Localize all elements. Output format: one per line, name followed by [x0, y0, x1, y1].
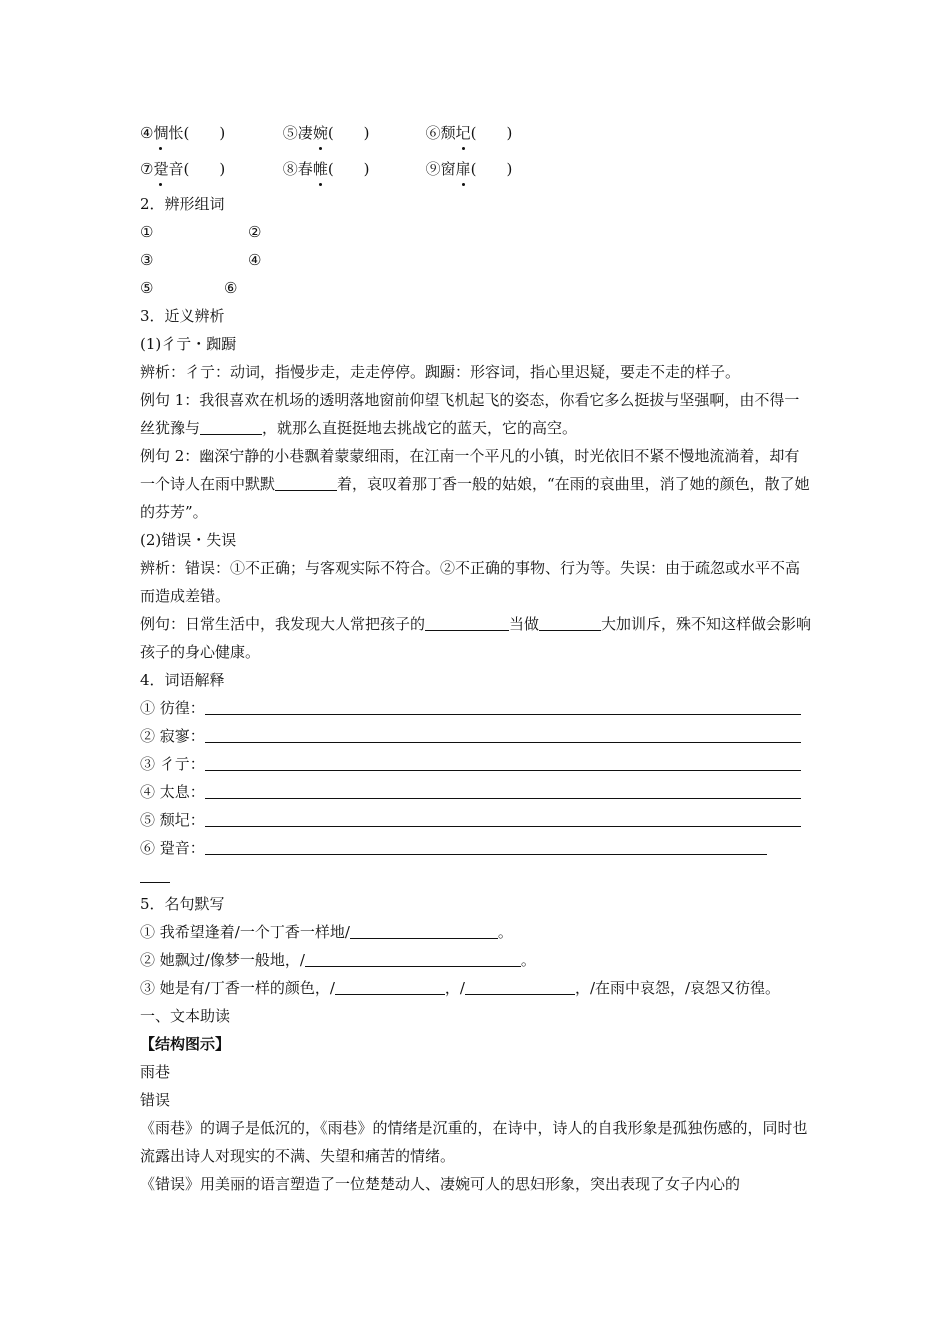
- subsection-1-analysis: 辨析：彳亍：动词，指慢步走，走走停停。踟蹰：形容词，指心里迟疑，要走不走的样子。: [140, 363, 741, 381]
- answer-blank[interactable]: [305, 950, 521, 967]
- pinyin-row-1: [140, 120, 812, 156]
- answer-blank[interactable]: [465, 978, 575, 995]
- subsection-2-title: (2)错误・失误: [140, 531, 237, 549]
- definition-row: ④ 太息：: [140, 778, 812, 806]
- answer-line[interactable]: [205, 698, 801, 715]
- line-continuation: [140, 862, 812, 890]
- answer-line[interactable]: [205, 810, 801, 827]
- section-3-title: 3．近义辨析: [140, 307, 225, 325]
- recitation-2: ② 她飘过/像梦一般地，/ 。: [140, 951, 536, 969]
- example-3: 例句：日常生活中，我发现大人常把孩子的 当做 大加训斥，殊不知这样做会影响孩子的身心健康。: [140, 615, 812, 661]
- answer-blank[interactable]: [335, 978, 445, 995]
- structure-heading: 【结构图示】: [140, 1035, 231, 1053]
- poem-title-1: 雨巷: [140, 1063, 171, 1081]
- recitation-1: ① 我希望逢着/一个丁香一样地/ 。: [140, 923, 513, 941]
- subsection-2-analysis: 辨析：错误：①不正确；与客观实际不符合。②不正确的事物、行为等。失误：由于疏忽或水平不高而造成差错。: [140, 559, 801, 605]
- answer-blank[interactable]: [425, 614, 509, 631]
- form-row-1: ① ②: [140, 223, 262, 241]
- section-2-title: 2．辨形组词: [140, 195, 225, 213]
- answer-line[interactable]: [205, 782, 801, 799]
- answer-line[interactable]: [140, 866, 170, 883]
- part-1-title: 一、文本助读: [140, 1007, 231, 1025]
- definition-row: ② 寂寥：: [140, 722, 812, 750]
- answer-blank[interactable]: [200, 418, 262, 435]
- pinyin-item-9: ⑨窗扉( ): [426, 156, 564, 182]
- definition-row: ③ 彳亍：: [140, 750, 812, 778]
- answer-line[interactable]: [205, 726, 801, 743]
- definition-row: ⑤ 颓圮：: [140, 806, 812, 834]
- example-2: 例句 2：幽深宁静的小巷飘着蒙蒙细雨，在江南一个平凡的小镇，时光依旧不紧不慢地流淌着，却有一个诗人在雨中默默 着，哀叹着那丁香一般的姑娘，“在雨的哀曲里，消了她的颜色，散了她的芬芳”。: [140, 447, 810, 521]
- example-1: 例句 1：我很喜欢在机场的透明落地窗前仰望飞机起飞的姿态，你看它多么挺拔与坚强啊，由不得一丝犹豫与 ，就那么直挺挺地去挑战它的蓝天，它的高空。: [140, 391, 800, 437]
- answer-blank[interactable]: [350, 922, 498, 939]
- answer-line[interactable]: [205, 838, 767, 855]
- pinyin-item-4: ④惆怅( ): [140, 120, 278, 146]
- pinyin-item-7: ⑦跫音( ): [140, 156, 278, 182]
- section-5-title: 5．名句默写: [140, 895, 225, 913]
- form-row-2: ③ ④: [140, 251, 262, 269]
- paragraph-2: 《错误》用美丽的语言塑造了一位楚楚动人、凄婉可人的思妇形象，突出表现了女子内心的: [140, 1175, 741, 1193]
- answer-blank[interactable]: [539, 614, 601, 631]
- definition-row: ① 彷徨：: [140, 694, 812, 722]
- worksheet-page: [140, 120, 812, 1198]
- form-row-3: ⑤ ⑥: [140, 279, 238, 297]
- paragraph-1: 《雨巷》的调子是低沉的，《雨巷》的情绪是沉重的，在诗中，诗人的自我形象是孤独伤感的，同时也流露出诗人对现实的不满、失望和痛苦的情绪。: [140, 1119, 808, 1165]
- subsection-1-title: (1)彳亍・踟蹰: [140, 335, 237, 353]
- definition-row: ⑥ 跫音：: [140, 834, 812, 862]
- pinyin-row-2: [140, 156, 812, 190]
- answer-line[interactable]: [205, 754, 801, 771]
- answer-blank[interactable]: [275, 474, 337, 491]
- recitation-3: ③ 她是有/丁香一样的颜色，/ ，/ ，/在雨中哀怨，/哀怨又彷徨。: [140, 979, 781, 997]
- poem-title-2: 错误: [140, 1091, 171, 1109]
- pinyin-item-8: ⑧春帷( ): [283, 156, 421, 182]
- pinyin-item-5: ⑤凄婉( ): [283, 120, 421, 146]
- pinyin-item-6: ⑥颓圮( ): [426, 120, 564, 146]
- section-4-title: 4．词语解释: [140, 671, 225, 689]
